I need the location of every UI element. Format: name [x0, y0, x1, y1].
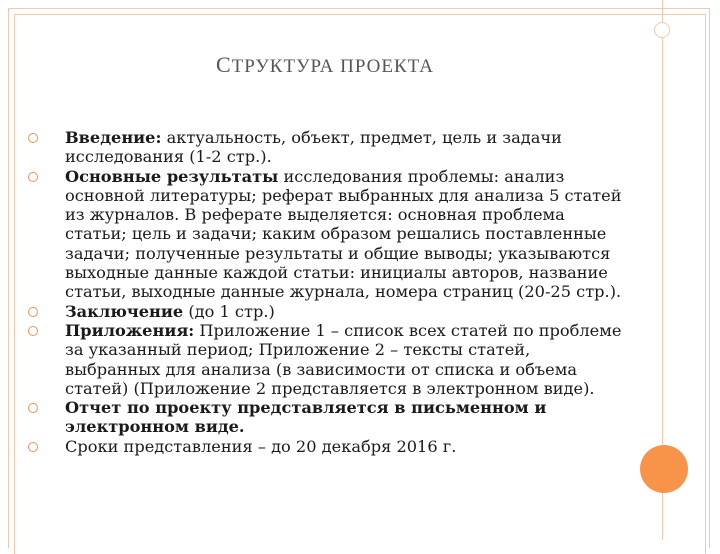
title-first-letter: С: [215, 52, 232, 77]
list-item: [28, 437, 628, 456]
item-text: исследования проблемы: анализ основной литературы; реферат выбранных для анализа 5 статей из журналов. В реферате выделяется: основная проблема статьи; цель и задачи; каким образом решались поставленные задачи; полученные результаты и общие выводы; указываются выходные данные каждой статьи: инициалы авторов, название статьи, выходные данные журнала, номера страниц (20-25 стр.).: [65, 166, 622, 302]
bullet-circle-icon: [28, 307, 38, 317]
bullet-list: [28, 128, 628, 456]
item-bold-text: Введение:: [65, 128, 162, 147]
list-item: [28, 321, 628, 398]
bullet-circle-icon: [28, 172, 38, 182]
bullet-circle-icon: [28, 442, 38, 452]
item-bold-text: Заключение: [65, 301, 184, 321]
title-rest: ТРУКТУРА ПРОЕКТА: [231, 56, 435, 77]
list-item: [28, 398, 628, 437]
item-bold-text: Отчет по проекту представляется в письменном и электронном виде.: [65, 398, 547, 437]
list-item: [28, 167, 628, 302]
page-title: [0, 52, 650, 78]
item-text: (до 1 стр.): [183, 301, 275, 321]
item-bold-text: Основные результаты: [65, 166, 279, 186]
bullet-circle-icon: [28, 403, 38, 413]
list-item: [28, 128, 628, 167]
bullet-circle-icon: [28, 326, 38, 336]
decorative-orange-circle-icon: [640, 445, 688, 493]
list-item: [28, 302, 628, 321]
decorative-circle-icon: [654, 22, 670, 38]
item-text: актуальность, объект, предмет, цель и задачи исследования (1-2 стр.).: [65, 128, 562, 167]
item-text: Приложение 1 – список всех статей по проблеме за указанный период; Приложение 2 – тексты статей, выбранных для анализа (в зависимости от списка и объема статей) (Приложение 2 представляется в электронном виде).: [65, 320, 622, 398]
bullet-circle-icon: [28, 133, 38, 143]
item-text: Сроки представления – до 20 декабря 2016 г.: [65, 436, 457, 456]
item-bold-text: Приложения:: [65, 320, 195, 340]
